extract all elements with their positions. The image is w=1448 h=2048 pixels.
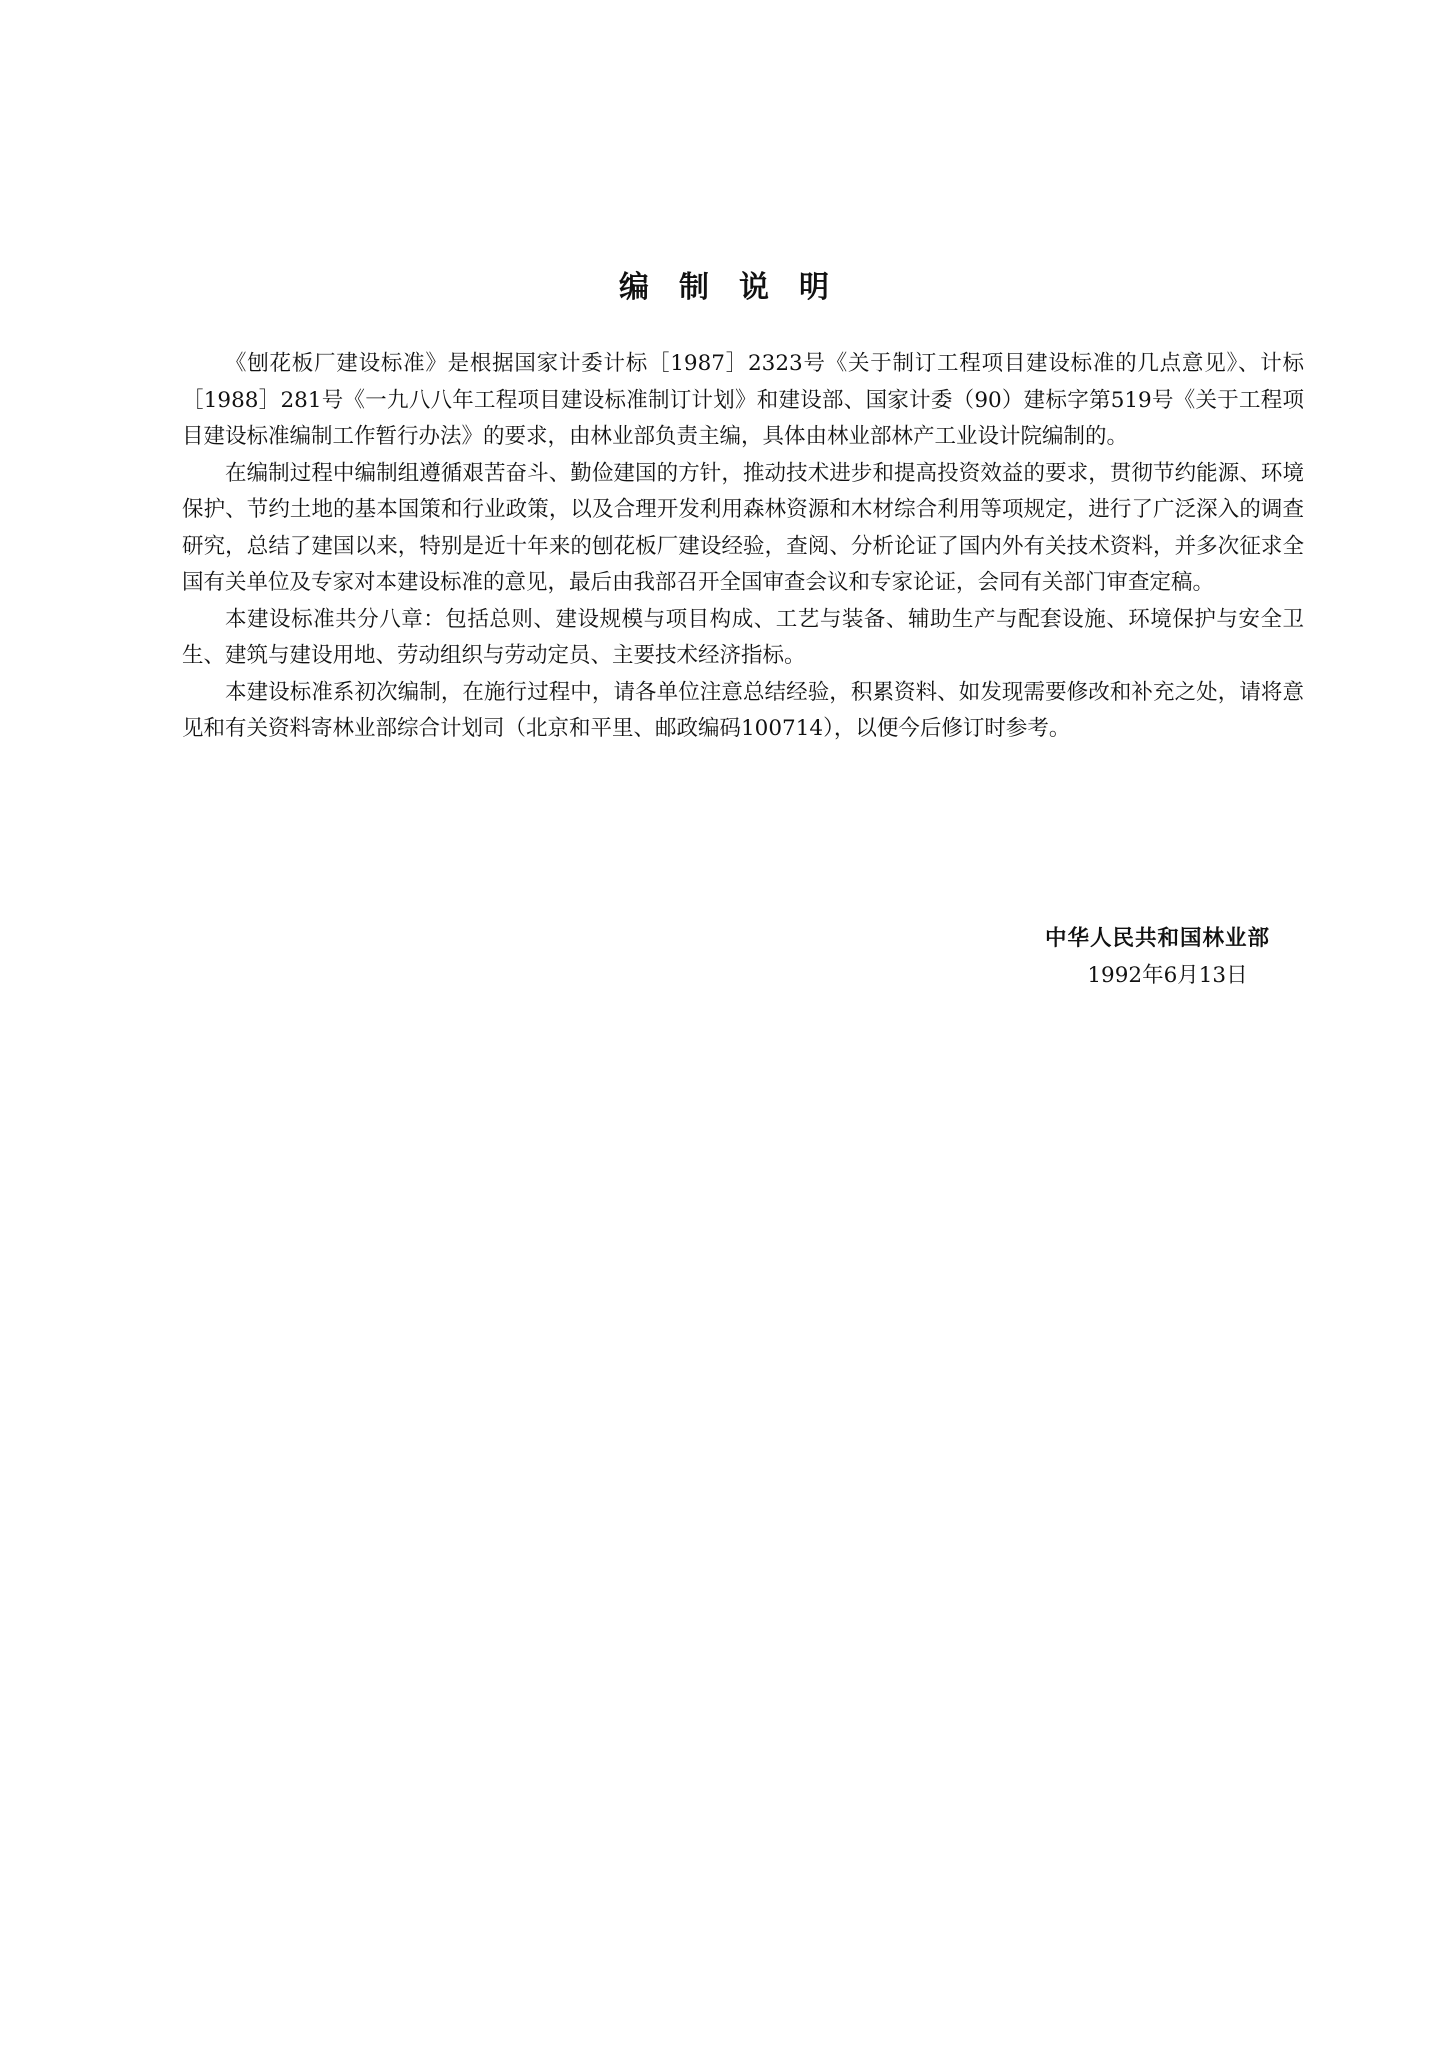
document-title: 编制说明 xyxy=(619,270,859,305)
paragraph-4: 本建设标准系初次编制，在施行过程中，请各单位注意总结经验，积累资料、如发现需要修改和补充之处，请将意见和有关资料寄林业部综合计划司（北京和平里、邮政编码100714），以便今后修订时参考。 xyxy=(182,679,1304,741)
paragraph-2: 在编制过程中编制组遵循艰苦奋斗、勤俭建国的方针，推动技术进步和提高投资效益的要求，贯彻节约能源、环境保护、节约土地的基本国策和行业政策，以及合理开发利用森林资源和木材综合利用等项规定，进行了广泛深入的调查研究，总结了建国以来，特别是近十年来的刨花板厂建设经验，查阅、分析论证了国内外有关技术资料，并多次征求全国有关单位及专家对本建设标准的意见，最后由我部召开全国审查会议和专家论证，会同有关部门审查定稿。 xyxy=(182,460,1304,595)
paragraph-3: 本建设标准共分八章：包括总则、建设规模与项目构成、工艺与装备、辅助生产与配套设施、环境保护与安全卫生、建筑与建设用地、劳动组织与劳动定员、主要技术经济指标。 xyxy=(182,606,1304,668)
paragraph-1: 《刨花板厂建设标准》是根据国家计委计标［1987］2323号《关于制订工程项目建设标准的几点意见》、计标［1988］281号《一九八八年工程项目建设标准制订计划》和建设部、国家计委（90）建标字第519号《关于工程项目建设标准编制工作暂行办法》的要求，由林业部负责主编，具体由林业部林产工业设计院编制的。 xyxy=(182,351,1304,449)
signature-block xyxy=(1045,920,1270,994)
document-body xyxy=(182,346,1304,748)
signature-organization: 中华人民共和国林业部 xyxy=(1044,926,1270,951)
signature-date: 1992年6月13日 xyxy=(1087,963,1248,988)
